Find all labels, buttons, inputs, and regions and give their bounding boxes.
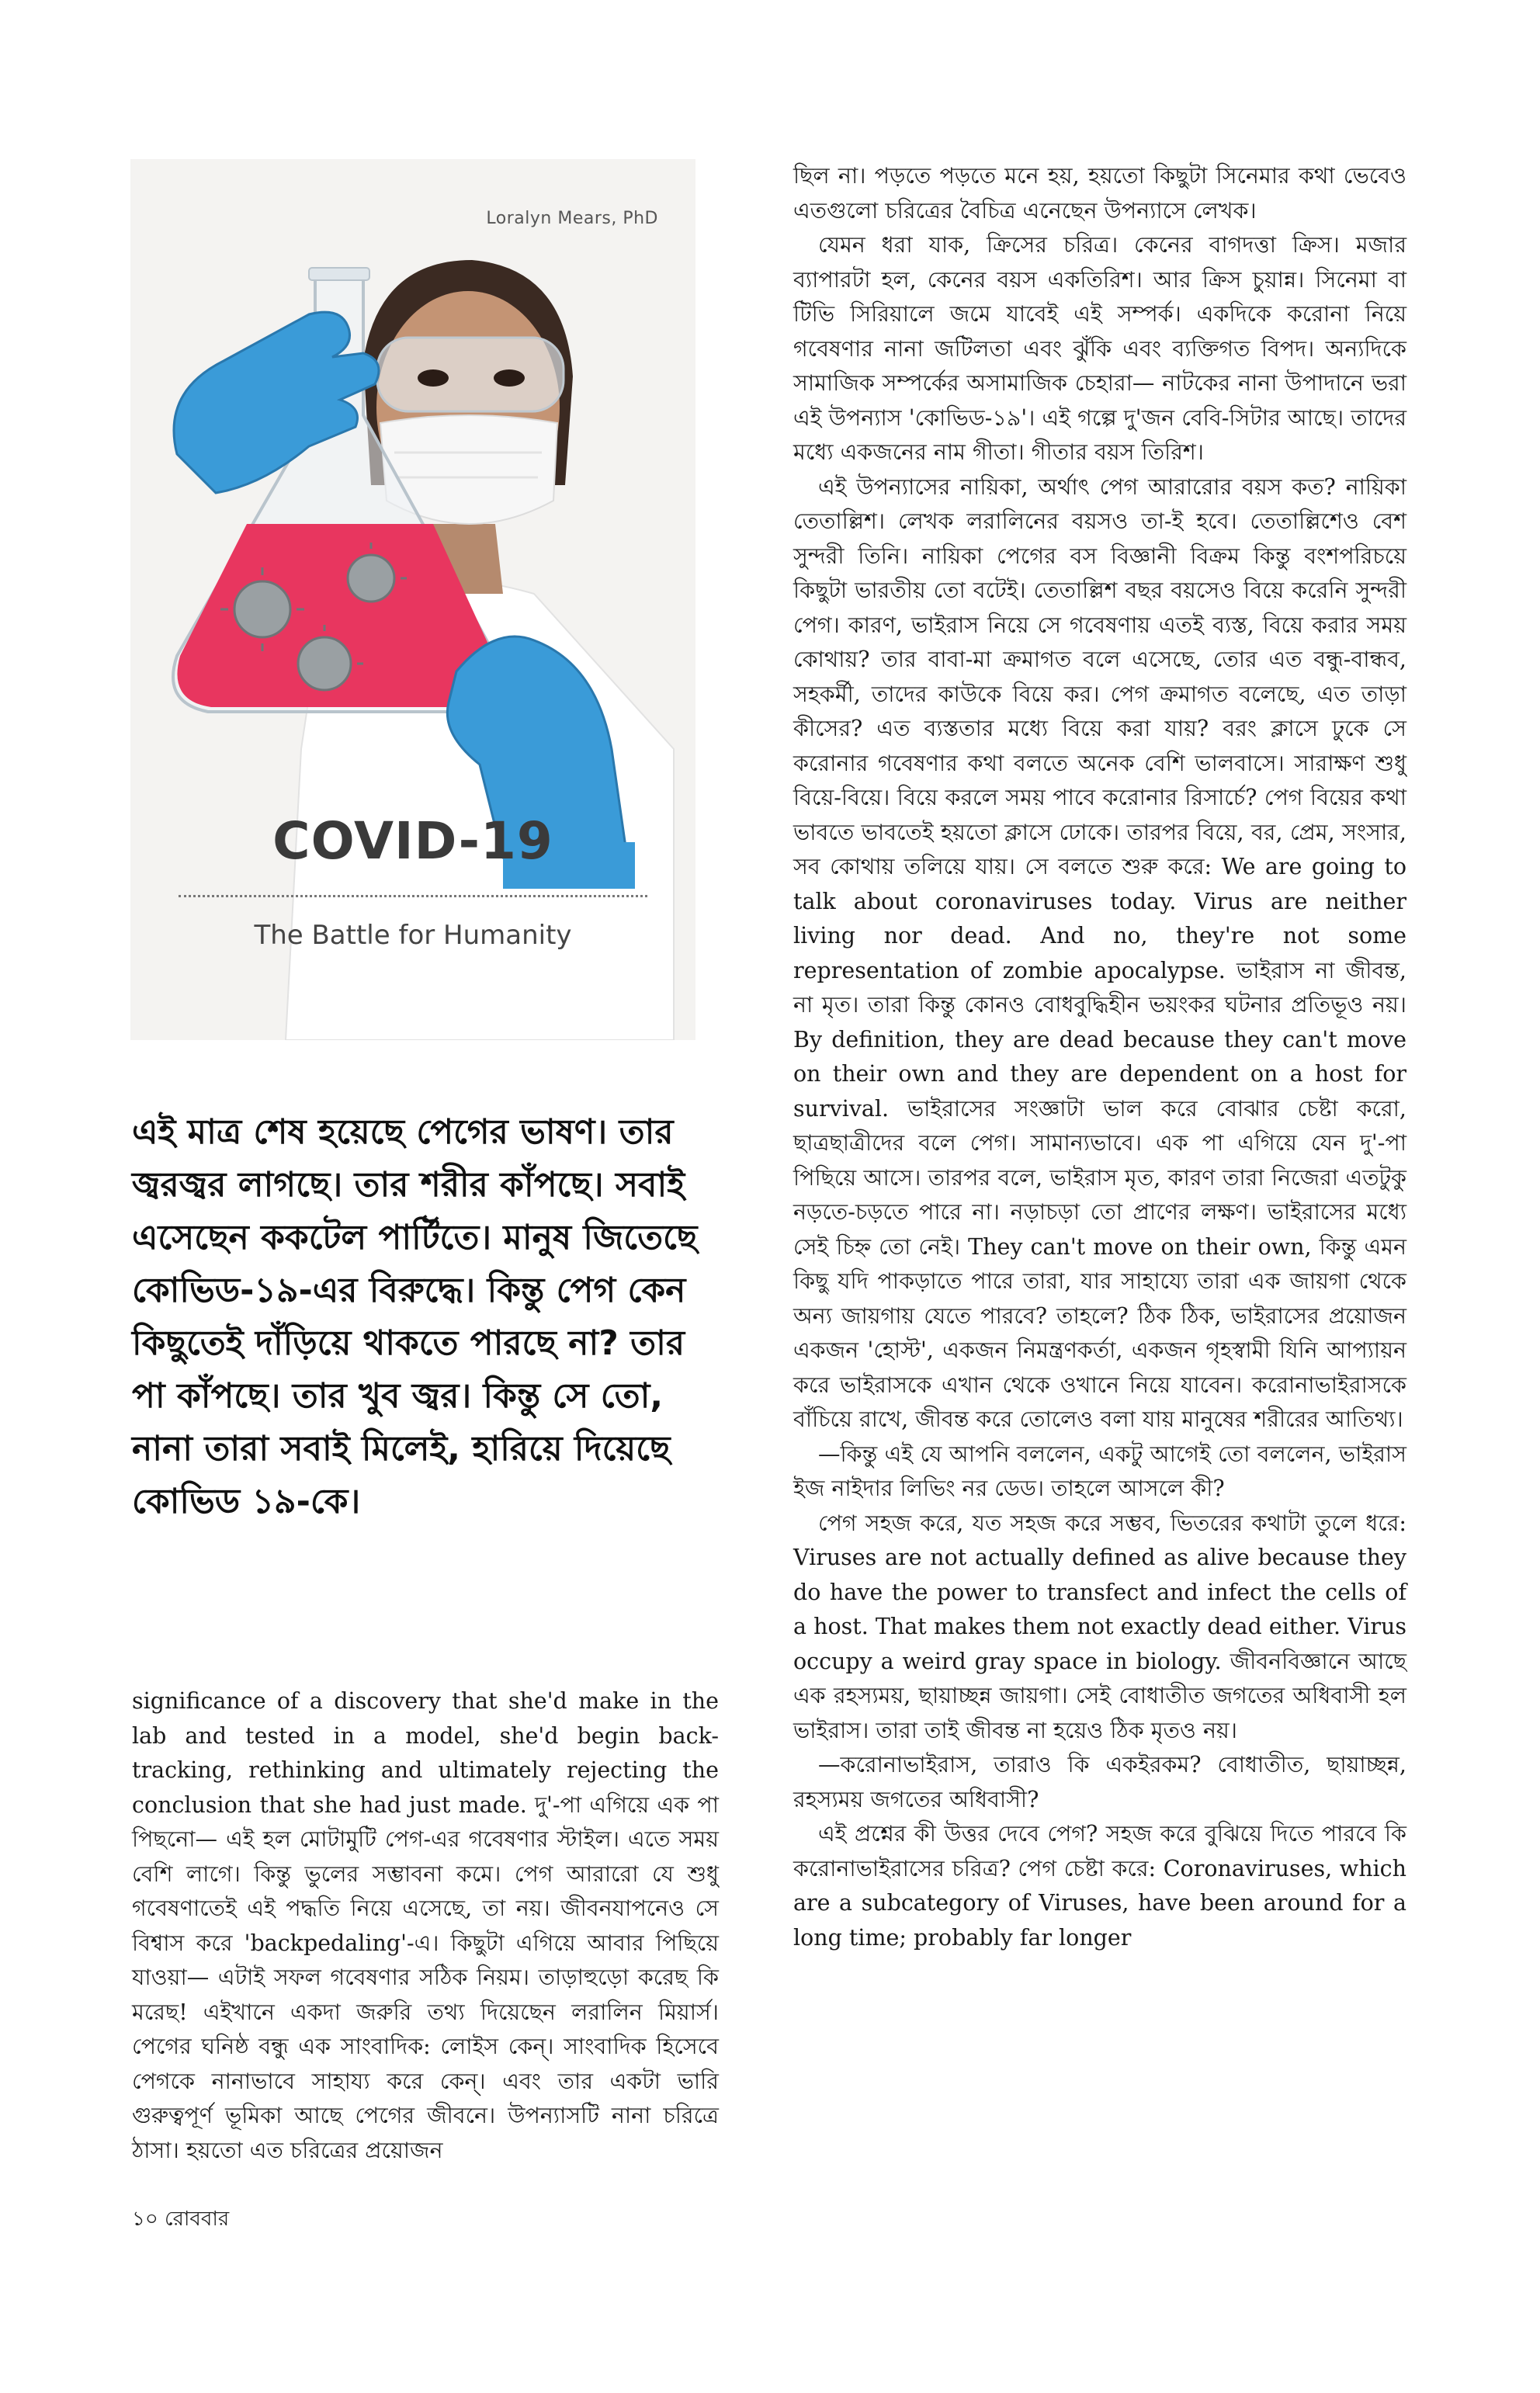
- page-folio: ১০ রোববার: [132, 2207, 230, 2231]
- paragraph: significance of a discovery that she'd make in the lab and tested in a model, she'd begin back-tracking, rethinking and ultimately rejecting the conclusion that she had just made. দু'-পা এগিয়ে এক পা পিছনো— এই হল মোটামুটি পেগ-এর গবেষণার স্টাইল। এতে সময় বেশি লাগে। কিন্তু ভুলের সম্ভাবনা কমে। পেগ আরারো যে শুধু গবেষণাতেই এই পদ্ধতি নিয়ে এসেছে, তা নয়। জীবনযাপনেও সে বিশ্বাস করে 'backpedaling'-এ। কিছুটা এগিয়ে আবার পিছিয়ে যাওয়া— এটাই সফল গবেষণার সঠিক নিয়ম। তাড়াহুড়ো করেছ কি মরেছ! এইখানে একদা জরুরি তথ্য দিয়েছেন লরালিন মিয়ার্স। পেগের ঘনিষ্ঠ বন্ধু এক সাংবাদিক: লোইস কেন্। সাংবাদিক হিসেবে পেগকে নানাভাবে সাহায্য করে কেন্। এবং তার একটা ভারি গুরুত্বপূর্ণ ভূমিকা আছে পেগের জীবনে। উপন্যাসটি নানা চরিত্রে ঠাসা। হয়তো এত চরিত্রের প্রয়োজন: [132, 1688, 719, 2163]
- paragraph: যেমন ধরা যাক, ক্রিসের চরিত্র। কেনের বাগদত্তা ক্রিস। মজার ব্যাপারটা হল, কেনের বয়স একতিরিশ। আর ক্রিস চুয়ান্ন। সিনেমা বা টিভি সিরিয়ালে জমে যাবেই এই সম্পর্ক। একদিকে করোনা নিয়ে গবেষণার নানা জটিলতা এবং ঝুঁকি এবং ব্যক্তিগত বিপদ। অন্যদিকে সামাজিক সম্পর্কের অসামাজিক চেহারা— নাটকের নানা উপাদানে ভরা এই উপন্যাস 'কোভিড-১৯'। এই গল্পে দু'জন বেবি-সিটার আছে। তাদের মধ্যে একজনের নাম গীতা। গীতার বয়স তিরিশ।: [793, 232, 1406, 465]
- right-column: [793, 159, 1406, 1955]
- goggles: [377, 338, 564, 411]
- paragraph: এই প্রশ্নের কী উত্তর দেবে পেগ? সহজ করে বুঝিয়ে দিতে পারবে কি করোনাভাইরাসের চরিত্র? পেগ চেষ্টা করে: Coronaviruses, which are a subcategory of Viruses, have been around for a long time; probably far longer: [793, 1821, 1406, 1951]
- paragraph: —কিন্তু এই যে আপনি বললেন, একটু আগেই তো বললেন, ভাইরাস ইজ নাইদার লিভিং নর ডেড। তাহলে আসলে কী?: [793, 1441, 1406, 1501]
- paragraph: পেগ সহজ করে, যত সহজ করে সম্ভব, ভিতরের কথাটা তুলে ধরে: Viruses are not actually defined as alive because they do have the power to transfect and infect the cells of a host. That makes them not exactly dead either. Virus occupy a weird gray space in biology. জীবনবিজ্ঞানে আছে এক রহস্যময়, ছায়াচ্ছন্ন জায়গা। সেই বোধাতীত জগতের অধিবাসী হল ভাইরাস। তারা তাই জীবন্ত না হয়েও ঠিক মৃতও নয়।: [793, 1510, 1406, 1743]
- left-column: [132, 1684, 719, 2168]
- cover-divider: [179, 895, 647, 897]
- book-cover: [130, 159, 695, 1040]
- paragraph: এই উপন্যাসের নায়িকা, অর্থাৎ পেগ আরারোর বয়স কত? নায়িকা তেতাল্লিশ। লেখক লরালিনের বয়সও তা-ই হবে। তেতাল্লিশেও বেশ সুন্দরী তিনি। নায়িকা পেগের বস বিজ্ঞানী বিক্রম কিন্তু বংশপরিচয়ে কিছুটা ভারতীয় তো বটেই। তেতাল্লিশ বছর বয়সেও বিয়ে করেনি সুন্দরী পেগ। কারণ, ভাইরাস নিয়ে সে গবেষণায় এতই ব্যস্ত, বিয়ে করার সময় কোথায়? তার বাবা-মা ক্রমাগত বলে এসেছে, তোর এত বন্ধু-বান্ধব, সহকর্মী, তাদের কাউকে বিয়ে কর। পেগ ক্রমাগত বলেছে, এত তাড়া কীসের? এত ব্যস্ততার মধ্যে বিয়ে করা যায়? বরং ক্লাসে ঢুকে সে করোনার গবেষণার কথা বলতে অনেক বেশি ভালবাসে। সারাক্ষণ শুধু বিয়ে-বিয়ে। বিয়ে করলে সময় পাবে করোনার রিসার্চে? পেগ বিয়ের কথা ভাবতে ভাবতেই হয়তো ক্লাসে ঢোকে। তারপর বিয়ে, বর, প্রেম, সংসার, সব কোথায় তলিয়ে যায়। সে বলতে শুরু করে: We are going to talk about coronaviruses today. Virus are neither living nor dead. And no, they're not some representation of zombie apocalypse. ভাইরাস না জীবন্ত, না মৃত। তারা কিন্তু কোনও বোধবুদ্ধিহীন ভয়ংকর ঘটনার প্রতিভূও নয়। By definition, they are dead because they can't move on their own and they are dependent on a host for survival. ভাইরাসের সংজ্ঞাটা ভাল করে বোঝার চেষ্টা করো, ছাত্রছাত্রীদের বলে পেগ। সামান্যভাবে। এক পা এগিয়ে যেন দু'-পা পিছিয়ে আসে। তারপর বলে, ভাইরাস মৃত, কারণ তারা নিজেরা এতটুকু নড়তে-চড়তে পারে না। নড়াচড়া তো প্রাণের লক্ষণ। ভাইরাসের মধ্যে সেই চিহ্ন তো নেই। They can't move on their own, কিন্তু এমন কিছু যদি পাকড়াতে পারে তারা, যার সাহায্যে তারা এক জায়গা থেকে অন্য জায়গায় যেতে পারবে? তাহলে? ঠিক ঠিক, ভাইরাসের প্রয়োজন একজন 'হোস্ট', একজন নিমন্ত্রণকর্তা, একজন গৃহস্বামী যিনি আপ্যায়ন করে ভাইরাসকে এখান থেকে ওখানে নিয়ে যাবেন। করোনাভাইরাসকে বাঁচিয়ে রাখে, জীবন্ত করে তোলেও বলা যায় মানুষের শরীরের আতিথ্য।: [793, 473, 1406, 1432]
- paragraph: —করোনাভাইরাস, তারাও কি একইরকম? বোধাতীত, ছায়াচ্ছন্ন, রহস্যময় জগতের অধিবাসী?: [793, 1752, 1406, 1812]
- cover-illustration: [130, 159, 695, 1040]
- pull-quote: এই মাত্র শেষ হয়েছে পেগের ভাষণ। তার জ্বরজ্বর লাগছে। তার শরীর কাঁপছে। সবাই এসেছেন ককটেল পার্টিতে। মানুষ জিতেছে কোভিড-১৯-এর বিরুদ্ধে। কিন্তু পেগ কেন কিছুতেই দাঁড়িয়ে থাকতে পারছে না? তার পা কাঁপছে। তার খুব জ্বর। কিন্তু সে তো, নানা তারা সবাই মিলেই, হারিয়ে দিয়েছে কোভিড ১৯-কে।: [132, 1112, 698, 1521]
- cover-subtitle: The Battle for Humanity: [254, 920, 572, 951]
- cover-title: COVID-19: [272, 811, 553, 871]
- cover-author: Loralyn Mears, PhD: [486, 209, 658, 228]
- left-eye: [418, 369, 449, 387]
- right-eye: [494, 369, 525, 387]
- paragraph: ছিল না। পড়তে পড়তে মনে হয়, হয়তো কিছুটা সিনেমার কথা ভেবেও এতগুলো চরিত্রের বৈচিত্র এনেছেন উপন্যাসে লেখক।: [793, 163, 1406, 224]
